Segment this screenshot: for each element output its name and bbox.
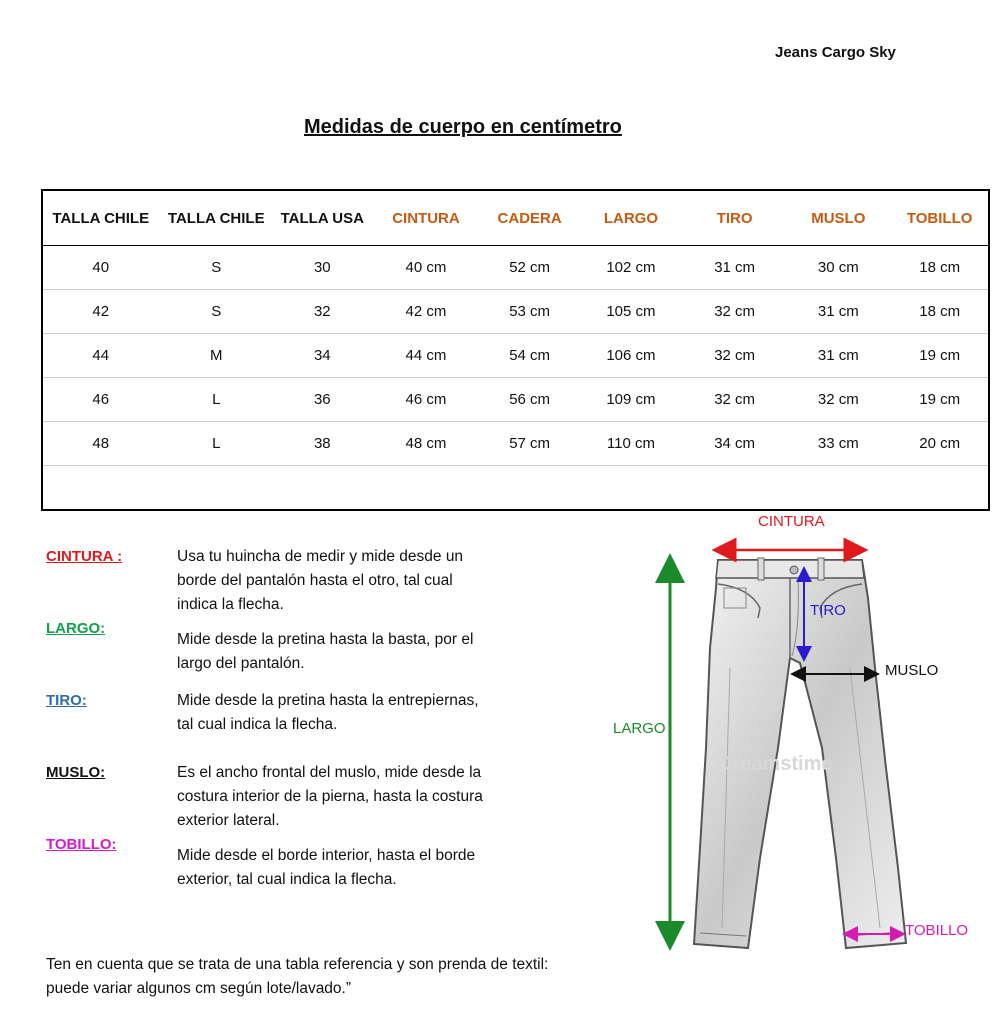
table-row (42, 422, 989, 466)
header-tobillo: TOBILLO (891, 190, 989, 246)
table-cell: 54 cm (481, 334, 578, 378)
table-row (42, 378, 989, 422)
table-row (42, 246, 989, 290)
legend-desc-muslo: Es el ancho frontal del muslo, mide desde la costura interior de la pierna, hasta la costura exterior lateral. (177, 764, 483, 829)
table-cell: S (159, 246, 275, 290)
jeans-measurement-diagram (600, 508, 1000, 968)
table-cell: 32 cm (684, 334, 785, 378)
table-cell: 46 cm (371, 378, 482, 422)
legend-key-tiro: TIRO: (46, 692, 87, 709)
disclaimer-note: Ten en cuenta que se trata de una tabla referencia y son prenda de textil: puede variar algunos cm según lote/lavado.” (46, 956, 549, 997)
table-cell: 31 cm (785, 334, 891, 378)
largo-label: LARGO (613, 720, 666, 737)
table-cell: 19 cm (891, 334, 989, 378)
tiro-label: TIRO (810, 602, 846, 619)
table-cell (159, 466, 275, 511)
table-cell: 52 cm (481, 246, 578, 290)
table-cell: 48 (42, 422, 159, 466)
table-cell: 18 cm (891, 290, 989, 334)
page-title: Medidas de cuerpo en centímetro (304, 116, 622, 138)
table-cell: 44 (42, 334, 159, 378)
table-cell: 46 (42, 378, 159, 422)
header-muslo: MUSLO (785, 190, 891, 246)
header-cadera: CADERA (481, 190, 578, 246)
table-row (42, 334, 989, 378)
table-cell (371, 466, 482, 511)
table-cell: 30 (274, 246, 371, 290)
table-cell: 20 cm (891, 422, 989, 466)
table-cell: 53 cm (481, 290, 578, 334)
table-cell: 106 cm (578, 334, 684, 378)
table-cell: 40 (42, 246, 159, 290)
table-row (42, 466, 989, 511)
table-cell: 34 (274, 334, 371, 378)
legend-desc-largo: Mide desde la pretina hasta la basta, por el largo del pantalón. (177, 631, 474, 672)
header-tiro: TIRO (684, 190, 785, 246)
table-header-row (42, 190, 989, 246)
table-cell: S (159, 290, 275, 334)
tobillo-label: TOBILLO (905, 922, 969, 939)
jeans-illustration (600, 508, 1000, 968)
legend-desc-tobillo: Mide desde el borde interior, hasta el borde exterior, tal cual indica la flecha. (177, 847, 476, 888)
legend-key-largo: LARGO: (46, 620, 106, 637)
table-cell: L (159, 378, 275, 422)
table-cell: 42 (42, 290, 159, 334)
table-cell: 30 cm (785, 246, 891, 290)
legend-desc-cintura: Usa tu huincha de medir y mide desde un borde del pantalón hasta el otro, tal cual indica la flecha. (177, 548, 464, 613)
table-cell: 18 cm (891, 246, 989, 290)
table-cell: L (159, 422, 275, 466)
table-cell: 109 cm (578, 378, 684, 422)
table-cell (891, 466, 989, 511)
header-cintura: CINTURA (371, 190, 482, 246)
table-cell: 34 cm (684, 422, 785, 466)
table-cell: 40 cm (371, 246, 482, 290)
table-cell: 31 cm (785, 290, 891, 334)
table-cell: 31 cm (684, 246, 785, 290)
table-cell: 44 cm (371, 334, 482, 378)
table-cell: 32 cm (785, 378, 891, 422)
header-talla-chile: TALLA CHILE (42, 190, 159, 246)
table-cell: 48 cm (371, 422, 482, 466)
cintura-label: CINTURA (758, 513, 825, 530)
table-cell: 56 cm (481, 378, 578, 422)
table-cell (481, 466, 578, 511)
table-cell (274, 466, 371, 511)
legend-key-muslo: MUSLO: (46, 764, 106, 781)
table-cell: 19 cm (891, 378, 989, 422)
table-cell: 57 cm (481, 422, 578, 466)
watermark-text: Dreamstime (718, 753, 833, 775)
size-table (41, 189, 990, 511)
table-cell: 42 cm (371, 290, 482, 334)
table-cell: 32 (274, 290, 371, 334)
table-cell: 102 cm (578, 246, 684, 290)
legend-key-tobillo: TOBILLO: (46, 836, 117, 853)
table-cell (578, 466, 684, 511)
table-cell: 36 (274, 378, 371, 422)
table-cell (785, 466, 891, 511)
header-talla-chile-letter: TALLA CHILE (159, 190, 275, 246)
table-cell: 32 cm (684, 378, 785, 422)
header-largo: LARGO (578, 190, 684, 246)
muslo-label: MUSLO (885, 662, 939, 679)
legend-desc-tiro: Mide desde la pretina hasta la entrepiernas, tal cual indica la flecha. (177, 692, 479, 733)
table-row (42, 290, 989, 334)
legend-key-cintura: CINTURA : (46, 548, 123, 565)
table-cell (684, 466, 785, 511)
table-cell: 32 cm (684, 290, 785, 334)
table-cell: M (159, 334, 275, 378)
header-talla-usa: TALLA USA (274, 190, 371, 246)
table-cell (42, 466, 159, 511)
table-cell: 105 cm (578, 290, 684, 334)
product-name: Jeans Cargo Sky (775, 44, 896, 61)
table-cell: 110 cm (578, 422, 684, 466)
table-cell: 38 (274, 422, 371, 466)
table-cell: 33 cm (785, 422, 891, 466)
